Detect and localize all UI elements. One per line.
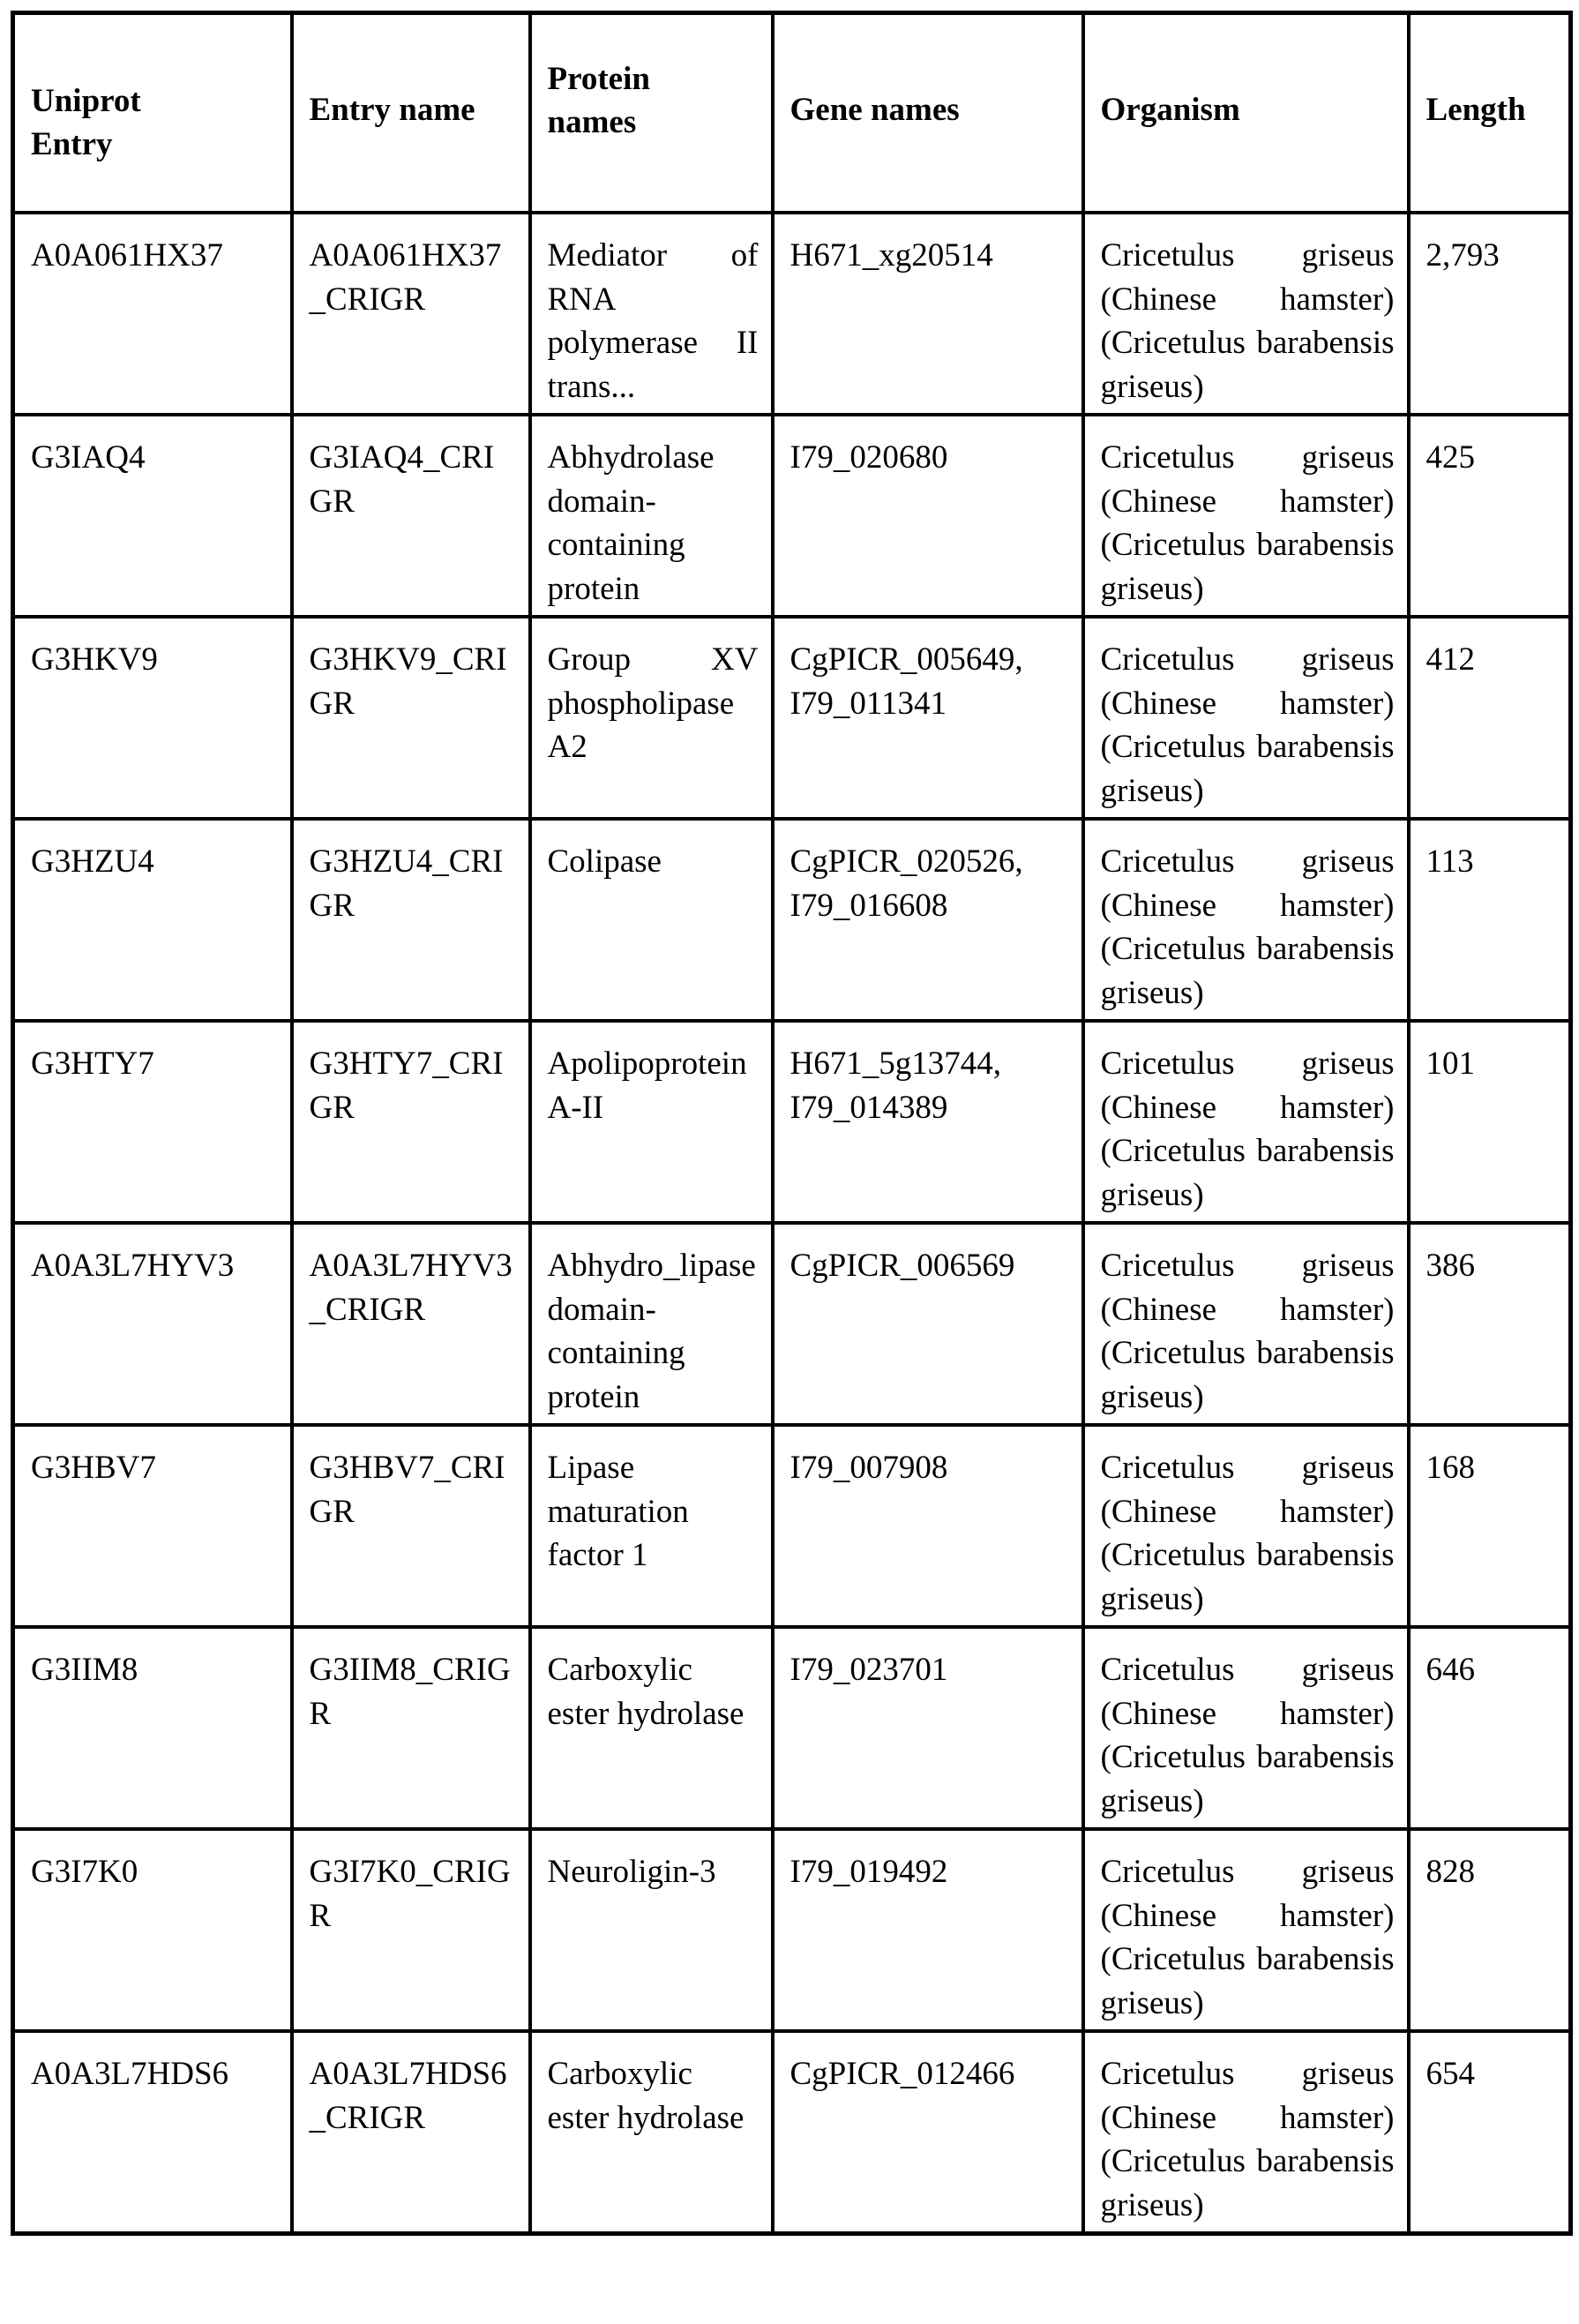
cell-length [1409, 415, 1571, 617]
protein-names-text: Lipase maturation factor 1 [547, 1450, 689, 1573]
cell-uniprot-entry [13, 1021, 292, 1223]
entry-name-text: A0A061HX37_CRIGR [309, 237, 502, 318]
cell-protein-names [530, 1425, 773, 1627]
cell-uniprot-entry [13, 1627, 292, 1829]
length-text: 101 [1426, 1046, 1475, 1082]
table-row [13, 1223, 1571, 1425]
cell-gene-names [773, 415, 1083, 617]
cell-entry-name [292, 1223, 530, 1425]
header-label: Uniprot Entry [31, 82, 141, 162]
length-text: 425 [1426, 439, 1475, 476]
cell-organism [1083, 1829, 1409, 2031]
table-row [13, 1829, 1571, 2031]
cell-gene-names [773, 2031, 1083, 2233]
organism-text: Cricetulus griseus (Chinese hamster) (Cricetulus barabensis griseus) [1100, 439, 1395, 607]
cell-uniprot-entry [13, 213, 292, 415]
cell-protein-names [530, 1223, 773, 1425]
header-length [1409, 13, 1571, 214]
entry-name-text: G3I7K0_CRIGR [309, 1854, 511, 1934]
cell-protein-names [530, 2031, 773, 2233]
cell-length [1409, 2031, 1571, 2233]
protein-names-text: Mediator of RNA polymerase II trans... [547, 237, 759, 405]
cell-uniprot-entry [13, 1425, 292, 1627]
entry-name-text: G3HZU4_CRIGR [309, 843, 504, 924]
gene-names-text: I79_020680 [790, 439, 948, 476]
length-text: 412 [1426, 641, 1475, 678]
protein-names-text: Neuroligin-3 [547, 1854, 716, 1890]
entry-name-text: A0A3L7HDS6_CRIGR [309, 2056, 507, 2136]
cell-length [1409, 1021, 1571, 1223]
table-row [13, 617, 1571, 819]
header-row [13, 13, 1571, 214]
length-text: 113 [1426, 843, 1474, 880]
organism-text: Cricetulus griseus (Chinese hamster) (Cricetulus barabensis griseus) [1100, 237, 1395, 405]
uniprot-entry-text: G3IIM8 [31, 1652, 138, 1688]
cell-length [1409, 819, 1571, 1021]
table-row [13, 1425, 1571, 1627]
entry-name-text: G3IAQ4_CRIGR [309, 439, 495, 520]
cell-protein-names [530, 1829, 773, 2031]
table-row [13, 1021, 1571, 1223]
protein-names-text: Carboxylic ester hydrolase [547, 1652, 745, 1732]
cell-entry-name [292, 819, 530, 1021]
protein-names-text: Colipase [547, 843, 662, 880]
gene-names-text: I79_019492 [790, 1854, 948, 1890]
entry-name-text: G3HTY7_CRIGR [309, 1046, 504, 1126]
organism-text: Cricetulus griseus (Chinese hamster) (Cricetulus barabensis griseus) [1100, 843, 1395, 1011]
cell-gene-names [773, 1627, 1083, 1829]
protein-names-text: Apolipoprotein A-II [547, 1046, 747, 1126]
gene-names-text: CgPICR_012466 [790, 2056, 1015, 2092]
cell-protein-names [530, 213, 773, 415]
header-organism [1083, 13, 1409, 214]
gene-names-text: H671_5g13744, I79_014389 [790, 1046, 1001, 1126]
header-label: Protein names [547, 60, 650, 140]
table-row [13, 213, 1571, 415]
cell-entry-name [292, 1021, 530, 1223]
protein-names-text: Group XV phospholipase A2 [547, 641, 759, 765]
uniprot-entry-text: G3HZU4 [31, 843, 154, 880]
cell-uniprot-entry [13, 415, 292, 617]
cell-gene-names [773, 1223, 1083, 1425]
length-text: 2,793 [1426, 237, 1500, 274]
table-row [13, 415, 1571, 617]
cell-gene-names [773, 1021, 1083, 1223]
organism-text: Cricetulus griseus (Chinese hamster) (Cricetulus barabensis griseus) [1100, 1450, 1395, 1617]
length-text: 654 [1426, 2056, 1475, 2092]
cell-length [1409, 213, 1571, 415]
cell-entry-name [292, 1627, 530, 1829]
uniprot-entry-text: G3HTY7 [31, 1046, 154, 1082]
cell-entry-name [292, 2031, 530, 2233]
table-row [13, 2031, 1571, 2233]
cell-length [1409, 1829, 1571, 2031]
cell-organism [1083, 2031, 1409, 2233]
organism-text: Cricetulus griseus (Chinese hamster) (Cricetulus barabensis griseus) [1100, 1854, 1395, 2021]
cell-entry-name [292, 617, 530, 819]
cell-protein-names [530, 415, 773, 617]
cell-entry-name [292, 415, 530, 617]
cell-gene-names [773, 617, 1083, 819]
header-protein-names [530, 13, 773, 214]
cell-length [1409, 1627, 1571, 1829]
cell-entry-name [292, 213, 530, 415]
cell-uniprot-entry [13, 1223, 292, 1425]
uniprot-entry-text: A0A061HX37 [31, 237, 223, 274]
gene-names-text: I79_007908 [790, 1450, 948, 1486]
uniprot-entry-text: A0A3L7HYV3 [31, 1248, 235, 1284]
entry-name-text: G3IIM8_CRIGR [309, 1652, 511, 1732]
length-text: 828 [1426, 1854, 1475, 1890]
uniprot-entry-text: G3IAQ4 [31, 439, 146, 476]
table-row [13, 1627, 1571, 1829]
protein-names-text: Carboxylic ester hydrolase [547, 2056, 745, 2136]
cell-length [1409, 1425, 1571, 1627]
header-label: Length [1426, 92, 1526, 129]
cell-uniprot-entry [13, 2031, 292, 2233]
cell-organism [1083, 819, 1409, 1021]
gene-names-text: I79_023701 [790, 1652, 948, 1688]
cell-uniprot-entry [13, 819, 292, 1021]
cell-gene-names [773, 1425, 1083, 1627]
cell-length [1409, 617, 1571, 819]
gene-names-text: H671_xg20514 [790, 237, 993, 274]
protein-names-text: Abhydro_lipase domain-containing protein [547, 1248, 756, 1415]
uniprot-entry-text: G3I7K0 [31, 1854, 138, 1890]
cell-entry-name [292, 1829, 530, 2031]
entry-name-text: A0A3L7HYV3_CRIGR [309, 1248, 513, 1328]
uniprot-entry-text: G3HKV9 [31, 641, 158, 678]
entry-name-text: G3HBV7_CRIGR [309, 1450, 505, 1530]
cell-organism [1083, 213, 1409, 415]
organism-text: Cricetulus griseus (Chinese hamster) (Cricetulus barabensis griseus) [1100, 1248, 1395, 1415]
cell-gene-names [773, 819, 1083, 1021]
organism-text: Cricetulus griseus (Chinese hamster) (Cricetulus barabensis griseus) [1100, 641, 1395, 809]
protein-table [11, 11, 1573, 2236]
cell-protein-names [530, 1627, 773, 1829]
header-uniprot-entry [13, 13, 292, 214]
cell-protein-names [530, 617, 773, 819]
header-label: Organism [1100, 92, 1240, 129]
cell-entry-name [292, 1425, 530, 1627]
length-text: 386 [1426, 1248, 1475, 1284]
header-gene-names [773, 13, 1083, 214]
uniprot-entry-text: A0A3L7HDS6 [31, 2056, 229, 2092]
cell-gene-names [773, 1829, 1083, 2031]
entry-name-text: G3HKV9_CRIGR [309, 641, 507, 722]
cell-organism [1083, 617, 1409, 819]
uniprot-entry-text: G3HBV7 [31, 1450, 156, 1486]
gene-names-text: CgPICR_006569 [790, 1248, 1015, 1284]
organism-text: Cricetulus griseus (Chinese hamster) (Cricetulus barabensis griseus) [1100, 1046, 1395, 1213]
cell-organism [1083, 1021, 1409, 1223]
cell-organism [1083, 1627, 1409, 1829]
cell-organism [1083, 1223, 1409, 1425]
cell-organism [1083, 1425, 1409, 1627]
header-label: Gene names [790, 92, 960, 129]
length-text: 168 [1426, 1450, 1475, 1486]
cell-organism [1083, 415, 1409, 617]
cell-uniprot-entry [13, 1829, 292, 2031]
cell-uniprot-entry [13, 617, 292, 819]
header-entry-name [292, 13, 530, 214]
cell-protein-names [530, 819, 773, 1021]
gene-names-text: CgPICR_020526, I79_016608 [790, 843, 1023, 924]
table-row [13, 819, 1571, 1021]
gene-names-text: CgPICR_005649, I79_011341 [790, 641, 1023, 722]
cell-protein-names [530, 1021, 773, 1223]
header-label: Entry name [309, 92, 475, 129]
cell-gene-names [773, 213, 1083, 415]
organism-text: Cricetulus griseus (Chinese hamster) (Cricetulus barabensis griseus) [1100, 1652, 1395, 1819]
organism-text: Cricetulus griseus (Chinese hamster) (Cricetulus barabensis griseus) [1100, 2056, 1395, 2223]
length-text: 646 [1426, 1652, 1475, 1688]
cell-length [1409, 1223, 1571, 1425]
protein-names-text: Abhydrolase domain-containing protein [547, 439, 715, 607]
